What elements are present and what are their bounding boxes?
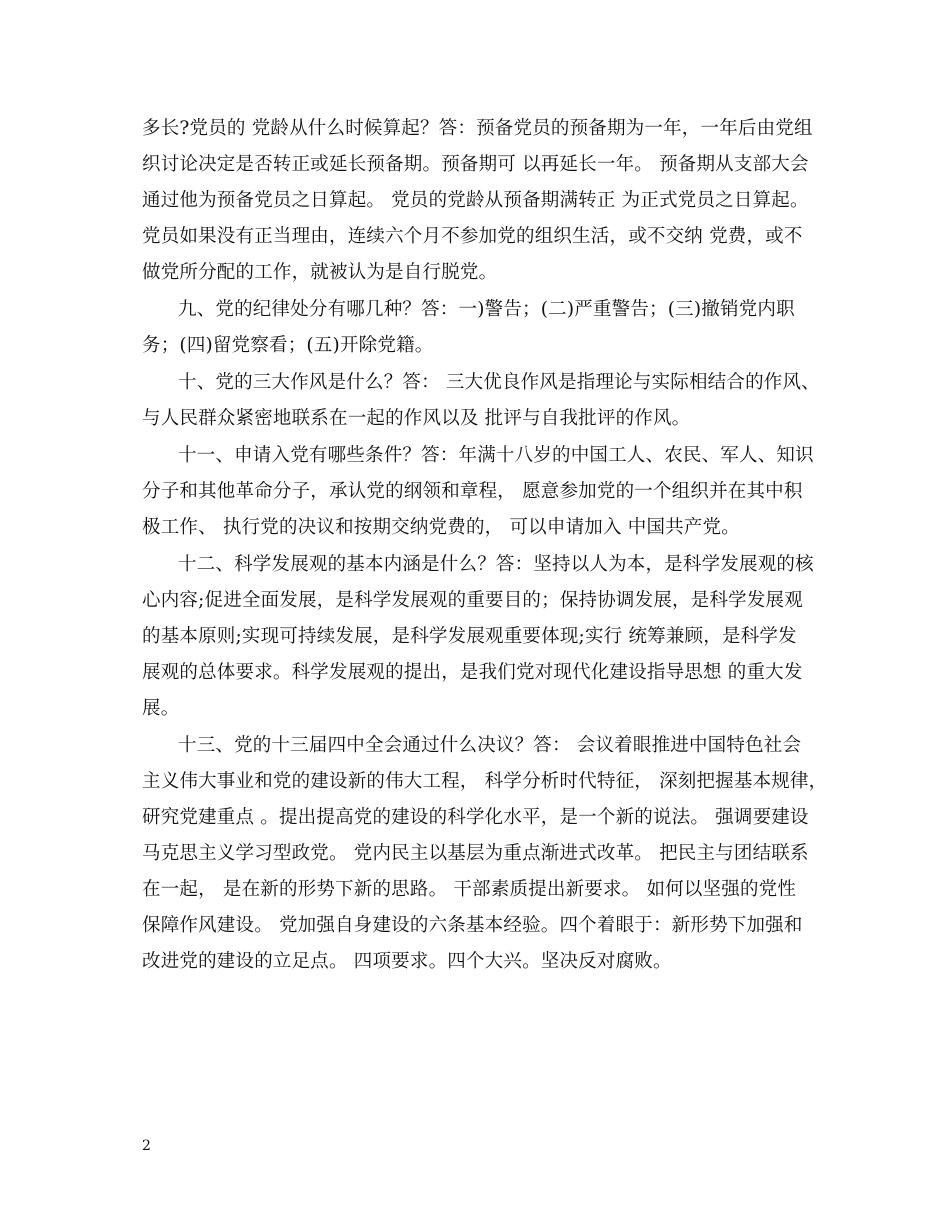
text-line: 十三、党的十三届四中全会通过什么决议？答： 会议着眼推进中国特色社会	[178, 735, 802, 756]
text-line: 极工作、 执行党的决议和按期交纳党费的， 可以申请加入 中国共产党。	[142, 517, 740, 538]
text-line: 务；(四)留党察看；(五)开除党籍。	[142, 335, 434, 356]
text-line: 保障作风建设。 党加强自身建设的六条基本经验。四个着眼于：新形势下加强和	[142, 915, 803, 936]
text-line: 心内容;促进全面发展，是科学发展观的重要目的；保持协调发展，是科学发展观	[142, 590, 803, 611]
text-line: 改进党的建设的立足点。 四项要求。四个大兴。坚决反对腐败。	[142, 951, 672, 972]
text-line: 九、党的纪律处分有哪几种？答：一)警告；(二)严重警告；(三)撤销党内职	[178, 299, 795, 320]
text-line: 多长?党员的 党龄从什么时候算起？答：预备党员的预备期为一年，一年后由党组	[142, 118, 813, 139]
text-line: 党员如果没有正当理由，连续六个月不参加党的组织生活，或不交纳 党费，或不	[142, 226, 803, 247]
text-line: 研究党建重点 。提出提高党的建设的科学化水平，是一个新的说法。 强调要建设	[142, 807, 809, 828]
text-line: 在一起， 是在新的形势下新的思路。 干部素质提出新要求。 如何以坚强的党性	[142, 879, 797, 900]
text-line: 织讨论决定是否转正或延长预备期。预备期可 以再延长一年。 预备期从支部大会	[142, 154, 809, 175]
text-line: 的基本原则;实现可持续发展，是科学发展观重要体现;实行 统筹兼顾，是科学发	[142, 626, 797, 647]
text-line: 展观的总体要求。科学发展观的提出，是我们党对现代化建设指导思想 的重大发	[142, 662, 803, 683]
text-line: 十一、申请入党有哪些条件？答：年满十八岁的中国工人、农民、军人、知识	[178, 445, 814, 466]
text-line: 十二、科学发展观的基本内涵是什么？答：坚持以人为本，是科学发展观的核	[178, 554, 814, 575]
text-line: 分子和其他革命分子，承认党的纲领和章程， 愿意参加党的一个组织并在其中积	[142, 481, 803, 502]
text-line: 主义伟大事业和党的建设新的伟大工程， 科学分析时代特征， 深刻把握基本规律，	[142, 771, 828, 792]
text-line: 做党所分配的工作，就被认为是自行脱党。	[142, 262, 498, 283]
text-line: 通过他为预备党员之日算起。 党员的党龄从预备期满转正 为正式党员之日算起。	[142, 190, 809, 211]
page-number: 2	[142, 1138, 151, 1154]
text-line: 十、党的三大作风是什么？答： 三大优良作风是指理论与实际相结合的作风、	[178, 372, 820, 393]
text-line: 与人民群众紧密地联系在一起的作风以及 批评与自我批评的作风。	[142, 408, 691, 429]
text-line: 马克思主义学习型政党。 党内民主以基层为重点渐进式改革。 把民主与团结联系	[142, 843, 809, 864]
text-line: 展。	[142, 698, 180, 719]
